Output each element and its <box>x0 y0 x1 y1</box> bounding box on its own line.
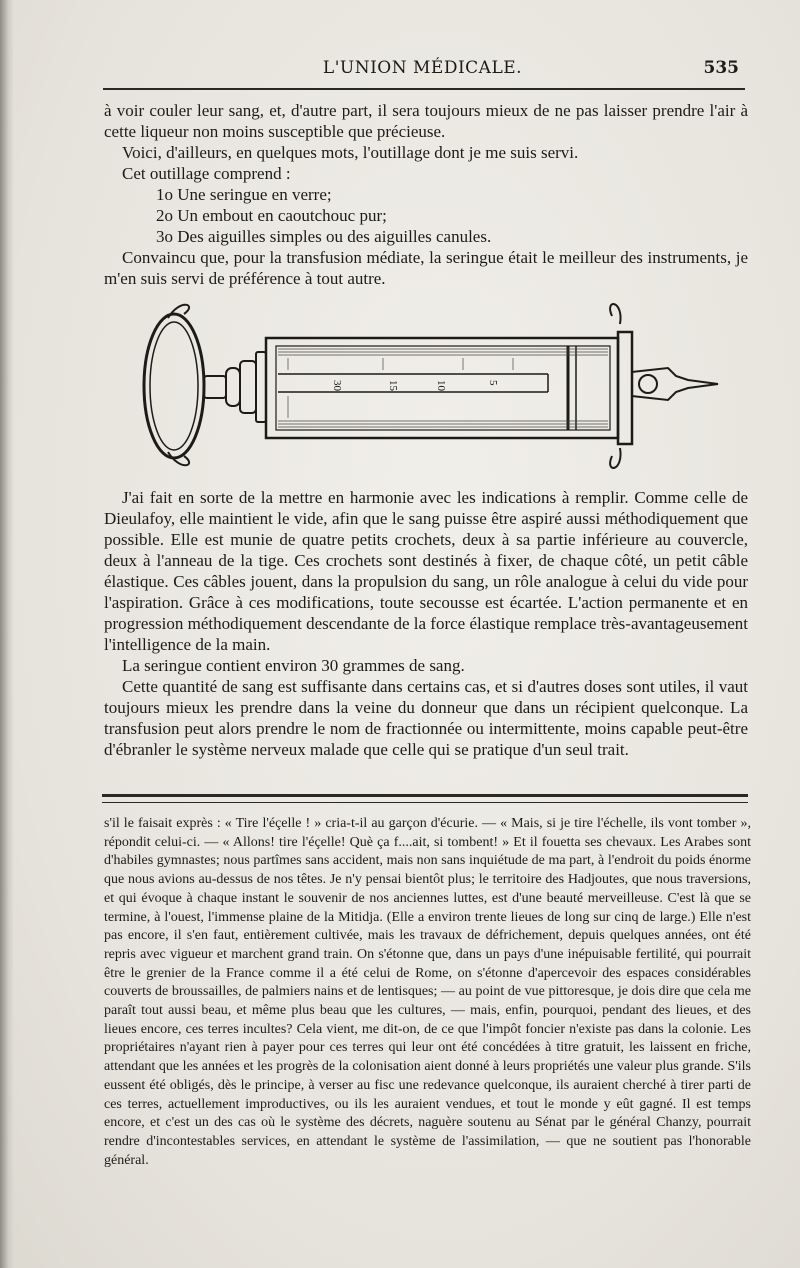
article-text-top <box>104 100 748 289</box>
page-edge-shadow <box>0 0 14 1268</box>
running-header <box>100 58 745 84</box>
article-text-bottom <box>104 487 748 760</box>
paragraph: Cette quantité de sang est suffisante dans certains cas, et si d'autres doses sont utiles, il vaut toujours mieux les prendre dans la veine du donneur que dans un récipient quelconque. La transfusion peut alors prendre le nom de fractionnée ou intermittente, moins capable peut-être d'ébranler le système nerveux malade que celle qui se pratique d'un seul trait. <box>104 677 748 759</box>
feuilleton-text <box>104 815 751 1170</box>
paragraph: J'ai fait en sorte de la mettre en harmonie avec les indications à remplir. Comme celle de Dieulafoy, elle maintient le vide, afin que le sang puisse être aspiré aussi méthodiquement que possible. Elle est munie de quatre petits crochets, deux à sa partie inférieure au couvercle, deux à l'anneau de la tige. Ces crochets sont destinés à fixer, de chaque côté, un petit câble élastique. Ces câbles jouent, dans la propulsion du sang, un rôle analogue à celui du vide pour l'aspiration. Grâce à ces modifications, toute secousse est écartée. L'action permanente et en progression méthodiquement descendante de la force élastique remplace très-avantageusement l'intelligence de la main. <box>104 488 748 654</box>
finger-ring <box>144 314 204 458</box>
scale-label: 15 <box>387 380 399 391</box>
hook-bottom-right <box>610 448 620 468</box>
scale-label: 5 <box>487 380 499 386</box>
paragraph: La seringue contient environ 30 grammes de sang. <box>122 656 465 675</box>
list-item: 1o Une seringue en verre; <box>156 185 332 204</box>
paragraph: Cet outillage comprend : <box>122 164 291 183</box>
paragraph: Voici, d'ailleurs, en quelques mots, l'outillage dont je me suis servi. <box>122 143 579 162</box>
nozzle <box>632 368 718 400</box>
hook-top-right <box>610 304 620 324</box>
scale-label: 30 <box>331 380 343 391</box>
header-rule <box>103 88 745 90</box>
list-item: 3o Des aiguilles simples ou des aiguilles canules. <box>156 227 492 246</box>
paragraph: Convaincu que, pour la transfusion médiate, la seringue était le meilleur des instruments, je m'en suis servi de préférence à tout autre. <box>104 248 748 288</box>
syringe-figure <box>128 296 724 474</box>
feuilleton-rule <box>102 794 748 803</box>
journal-title: L'UNION MÉDICALE. <box>322 58 523 78</box>
page-number: 535 <box>703 58 739 78</box>
list-item: 2o Un embout en caoutchouc pur; <box>156 206 387 225</box>
paragraph: à voir couler leur sang, et, d'autre part, il sera toujours mieux de ne pas laisser prendre l'air à cette liqueur non moins susceptible que précieuse. <box>104 101 748 141</box>
paragraph: s'il le faisait exprès : « Tire l'éçelle ! » cria-t-il au garçon d'écurie. — « Mais, si je tire l'échelle, ils vont tomber », répondit celui-ci. — « Allons! tire l'éçelle! Què ça f....ait, si tombent! » Et il fouetta ses chevaux. Les Arabes sont d'habiles gymnastes; nous partîmes sans accident, mais non sans inquiétude de ma part, à l'endroit du poids énorme que nous avions au-dessus de nos têtes. Je n'y pensai bientôt plus; le territoire des Hadjoutes, que nous traversions, et qui évoque à chaque instant le souvenir de nos anciennes luttes, est d'une beauté merveilleuse. C'est là que se termine, à l'ouest, l'immense plaine de la Mitidja. (Elle a environ trente lieues de long sur cinq de large.) Elle n'est pas encore, il s'en faut, entièrement cultivée, mais les travaux de défrichement, depuis quelques années, ont été repris avec vigueur et marchent grand train. On s'étonne que, dans un pays d'une inépuisable fertilité, qui pourrait être le grenier de la France comme il a été celui de Rome, on s'étonne d'apercevoir des espaces considérables couverts de broussailles, de palmiers nains et de lentisques; — au point de vue pittoresque, je dois dire que cela me paraît tout aussi beau, et même plus beau que les cultures, — mais, enfin, pourquoi, pendant des lieues, et des lieues encore, ces terres incultes? Cela vient, me dit-on, de ce que l'impôt foncier n'existe pas dans la colonie. Les propriétaires n'ayant rien à payer pour ces terres qui leur ont été concédées à titre gratuit, les laissent en friche, attendant que les années et les progrès de la colonisation aient donné à leurs propriétés une valeur plus grande. S'ils eussent été obligés, dès le principe, à verser au fisc une redevance quelconque, ils auraient cherché à tirer parti de ces terres, actuellement improductives, ou ils les auraient vendues, et tout le monde y eût gagné. Il est temps encore, et c'est un des cas où le système des décrets, naguère soutenu au Sénat par le général Chanzy, pourrait rendre d'incontestables services, en attendant le système de l'assimilation, — que ne soutient pas l'honorable général. <box>104 816 751 1168</box>
scale-label: 10 <box>435 380 447 391</box>
